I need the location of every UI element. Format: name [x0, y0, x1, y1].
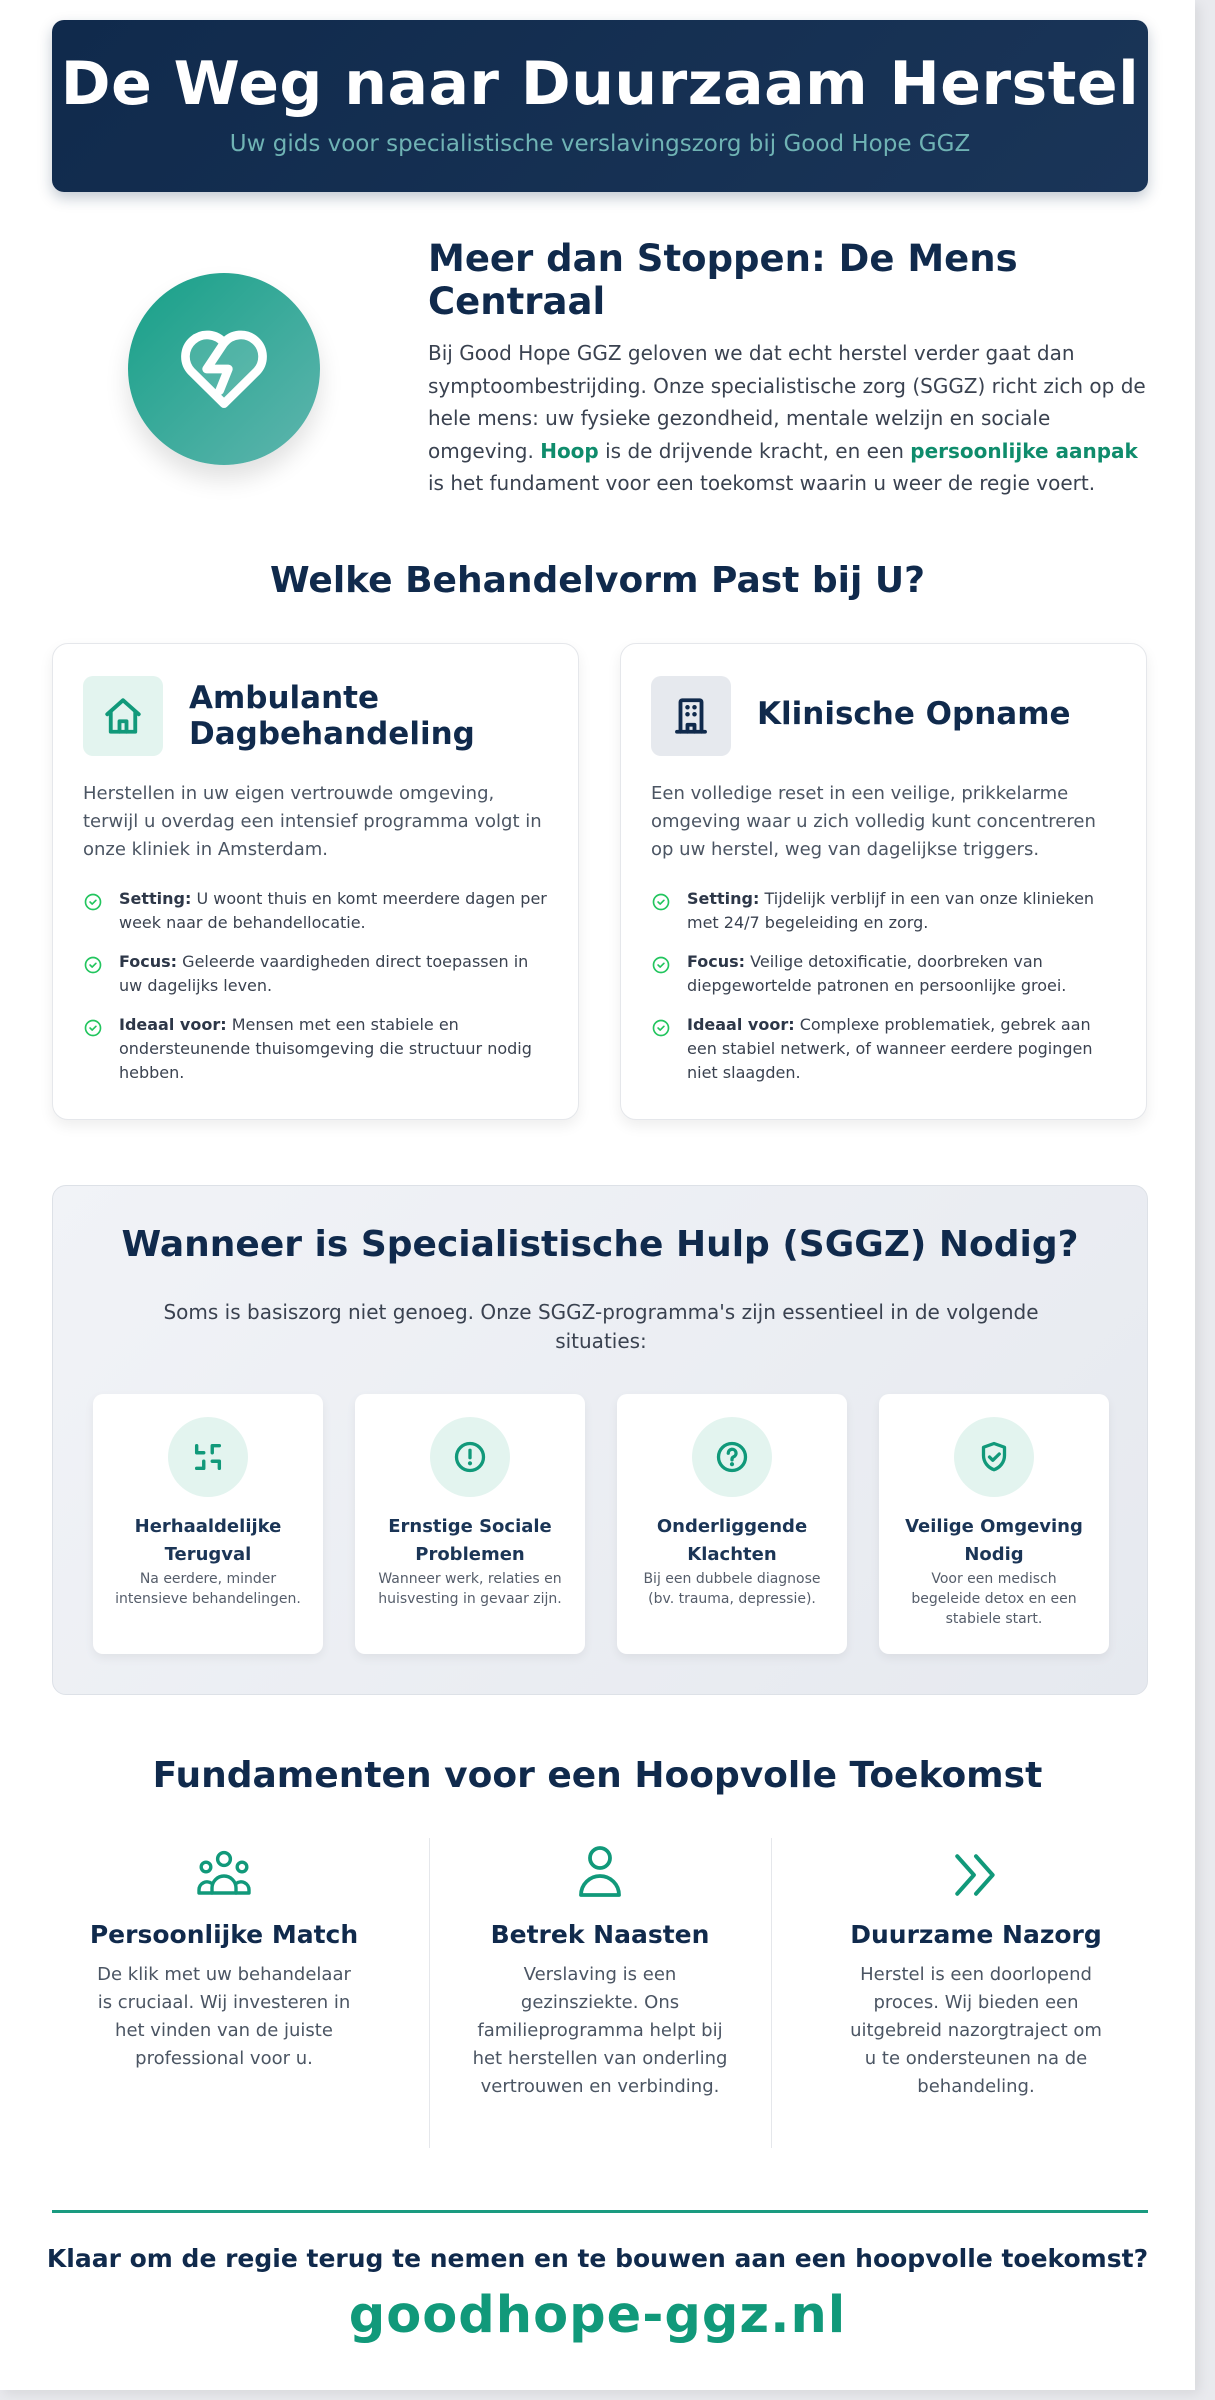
treatment-card-title: Ambulante Dagbehandeling [189, 680, 475, 752]
pillar-title: Duurzame Nazorg [850, 1920, 1102, 1949]
treatment-card-ambulant [52, 643, 579, 1120]
question-circle-icon [714, 1439, 750, 1475]
intro-text-part3: is het fundament voor een toekomst waarin u weer de regie voert. [428, 471, 1096, 496]
treatment-icon-box [651, 676, 731, 756]
check-circle-icon [83, 1018, 103, 1038]
pillar-text: De klik met uw behandelaar is cruciaal. Wij investeren in het vinden van de juiste professional voor u. [97, 1964, 351, 2069]
footer-question: Klaar om de regie terug te nemen en te bouwen aan een hoopvolle toekomst? [46, 2244, 1149, 2273]
feature-label: Focus: [119, 952, 178, 971]
situation-icon-circle [168, 1417, 248, 1497]
situation-card [617, 1394, 847, 1654]
feature-text: U woont thuis en komt meerdere dagen per week naar de behandellocatie. [119, 889, 547, 932]
alert-circle-icon [452, 1439, 488, 1475]
shield-check-icon [976, 1439, 1012, 1475]
treatment-card-description: Herstellen in uw eigen vertrouwde omgeving, terwijl u overdag een intensief programma volgt in onze kliniek in Amsterdam. [83, 783, 542, 860]
check-circle-icon [651, 892, 671, 912]
situation-title: Herhaaldelijke Terugval [134, 1516, 282, 1565]
home-icon [102, 695, 144, 737]
sggz-title: Wanneer is Specialistische Hulp (SGGZ) Nodig? [121, 1224, 1079, 1265]
intro-text-part2: is de drijvende kracht, en een [605, 438, 904, 463]
treatment-icon-box [83, 676, 163, 756]
feature-label: Setting: [687, 889, 760, 908]
check-circle-icon [651, 1018, 671, 1038]
feature-item [83, 1013, 553, 1085]
feature-item [83, 887, 553, 935]
sggz-panel [52, 1185, 1148, 1695]
users-group-icon [194, 1848, 254, 1898]
situation-icon-circle [954, 1417, 1034, 1497]
feature-item [651, 887, 1121, 935]
pillar-title: Betrek Naasten [490, 1920, 710, 1949]
situation-text: Bij een dubbele diagnose (bv. trauma, depressie). [643, 1571, 821, 1607]
hero-banner [52, 20, 1148, 192]
pillar-divider [771, 1838, 772, 2148]
feature-text: Mensen met een stabiele en ondersteunende thuisomgeving die structuur nodig hebben. [119, 1015, 532, 1082]
feature-label: Ideaal voor: [687, 1015, 795, 1034]
treatment-feature-list [83, 887, 553, 1100]
highlight-persoonlijke-aanpak: persoonlijke aanpak [910, 438, 1138, 463]
pillar-item [804, 1838, 1148, 2148]
feature-text: Geleerde vaardigheden direct toepassen in uw dagelijks leven. [119, 952, 529, 995]
situation-card [355, 1394, 585, 1654]
situation-icon-circle [692, 1417, 772, 1497]
situation-text: Wanneer werk, relaties en huisvesting in gevaar zijn. [378, 1571, 562, 1607]
check-circle-icon [83, 892, 103, 912]
building-icon [670, 695, 712, 737]
collapse-arrows-icon [191, 1440, 225, 1474]
pillar-text: Herstel is een doorlopend proces. Wij bieden een uitgebreid nazorgtraject om u te ondersteunen na de behandeling. [850, 1964, 1102, 2097]
feature-text: Tijdelijk verblijf in een van onze klinieken met 24/7 begeleiding en zorg. [687, 889, 1095, 932]
situation-title: Onderliggende Klachten [656, 1516, 808, 1565]
feature-label: Ideaal voor: [119, 1015, 227, 1034]
situation-icon-circle [430, 1417, 510, 1497]
pillar-title: Persoonlijke Match [89, 1920, 359, 1949]
situation-text: Na eerdere, minder intensieve behandelingen. [115, 1571, 301, 1607]
check-circle-icon [651, 955, 671, 975]
treatment-card-description: Een volledige reset in een veilige, prikkelarme omgeving waar u zich volledig kunt concentreren op uw herstel, weg van dagelijkse triggers. [651, 783, 1096, 860]
intro-icon-circle [128, 273, 320, 465]
heart-pulse-icon [172, 317, 276, 421]
situation-card [879, 1394, 1109, 1654]
feature-text: Veilige detoxificatie, doorbreken van diepgewortelde patronen en persoonlijke groei. [687, 952, 1067, 995]
website-link[interactable]: goodhope-ggz.nl [348, 2286, 847, 2345]
feature-item [651, 1013, 1121, 1085]
check-circle-icon [83, 955, 103, 975]
intro-text-part1: Bij Good Hope GGZ geloven we dat echt herstel verder gaat dan symptoombestrijding. Onze specialistische zorg (SGGZ) richt zich op de hele mens: uw fysieke gezondheid, mentale welzijn en sociale omgeving. [428, 341, 1146, 463]
intro-paragraph [428, 337, 1148, 500]
page-subtitle: Uw gids voor specialistische verslavingszorg bij Good Hope GGZ [229, 131, 971, 157]
feature-label: Focus: [687, 952, 746, 971]
pillar-text: Verslaving is een gezinsziekte. Ons familieprogramma helpt bij het herstellen van onderling vertrouwen en verbinding. [472, 1964, 728, 2097]
treatment-section-title: Welke Behandelvorm Past bij U? [269, 560, 925, 601]
situation-title: Ernstige Sociale Problemen [388, 1516, 552, 1565]
situation-text: Voor een medisch begeleide detox en een stabiele start. [911, 1571, 1077, 1627]
intro-section [428, 238, 1148, 500]
intro-heading: Meer dan Stoppen: De Mens Centraal [428, 237, 1018, 323]
feature-item [651, 950, 1121, 998]
treatment-card-title: Klinische Opname [757, 696, 1071, 732]
user-icon [576, 1844, 624, 1898]
treatment-card-klinisch [620, 643, 1147, 1120]
footer-divider [52, 2210, 1148, 2213]
situation-title: Veilige Omgeving Nodig [905, 1516, 1083, 1565]
feature-label: Setting: [119, 889, 192, 908]
sggz-lead: Soms is basiszorg niet genoeg. Onze SGGZ-programma's zijn essentieel in de volgende situaties: [163, 1300, 1039, 1353]
highlight-hoop: Hoop [540, 438, 599, 463]
pillar-item [428, 1838, 772, 2148]
situation-card [93, 1394, 323, 1654]
page-title: De Weg naar Duurzaam Herstel [60, 49, 1140, 119]
pillars-section-title: Fundamenten voor een Hoopvolle Toekomst [152, 1755, 1043, 1796]
feature-text: Complexe problematiek, gebrek aan een stabiel netwerk, of wanneer eerdere pogingen niet slaagden. [687, 1015, 1093, 1082]
treatment-feature-list [651, 887, 1121, 1100]
chevrons-right-icon [951, 1852, 1001, 1898]
pillar-item [52, 1838, 396, 2148]
feature-item [83, 950, 553, 998]
